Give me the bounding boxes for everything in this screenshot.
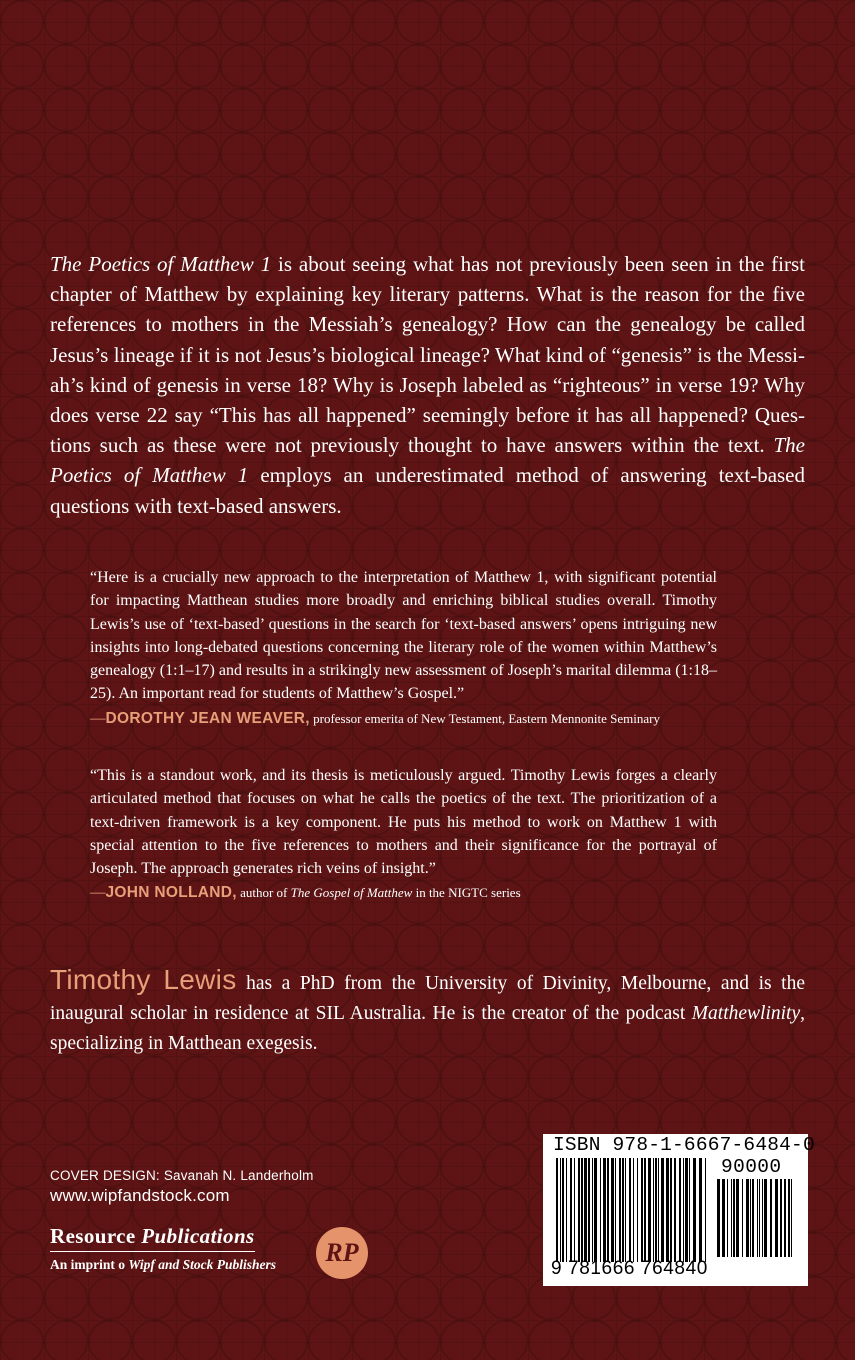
- endorser-name: JOHN NOLLAND,: [105, 884, 237, 902]
- endorser-credential: in the NIGTC series: [412, 885, 521, 901]
- book-title-italic: The Poetics of Matthew 1: [50, 433, 805, 488]
- credits: [50, 1168, 314, 1206]
- rp-logo-icon: RP: [316, 1227, 368, 1279]
- endorser-name: DOROTHY JEAN WEAVER,: [105, 709, 310, 727]
- publisher-name: [50, 1224, 255, 1252]
- endorsement-attribution: [90, 882, 717, 904]
- endorser-credential: author of: [236, 885, 291, 901]
- endorsement-quote: “Here is a crucially new approach to the interpretation of Matthew 1, with significant potential for impacting Matthean studies more broadly and enriching biblical studies overall. Timothy Lewis’s use of ‘text-based’ questions in the search for ‘text-based answers’ opens intriguing new insights into long-debated questions concerning the literary role of the women within Matthew’s genealogy (1:1–17) and results in a strikingly new assessment of Joseph’s marital dilemma (1:18–25). An important read for students of Matthew’s Gospel.”: [90, 569, 717, 703]
- imprint-prefix: An imprint o: [50, 1257, 126, 1272]
- endorsement-attribution: [90, 708, 717, 730]
- barcode-bars-addon: [717, 1179, 795, 1257]
- endorsement-quote: “This is a standout work, and its thesis is meticulously argued. Timothy Lewis forges a clearly articulated method that focuses on what he calls the poetics of the text. The prioritization of a text-driven framework is a key component. He puts his method to work on Matthew 1 with special attention to the five references to mothers and their significance for the portrayal of Joseph. The approach generates rich veins of insight.”: [90, 767, 717, 878]
- isbn-barcode: [543, 1134, 815, 1286]
- publisher-website: www.wipfandstock.com: [50, 1186, 230, 1205]
- barcode-bars-main: [556, 1158, 706, 1262]
- publisher-name-regular: Resource: [50, 1224, 142, 1248]
- attribution-dash: —: [90, 709, 106, 727]
- isbn-number: ISBN 978-1-6667-6484-0: [553, 1134, 815, 1156]
- barcode-digits: 9 781666 764840: [551, 1258, 708, 1279]
- author-bio-text: , specializing in Matthean exegesis.: [50, 1003, 805, 1054]
- endorsement-nolland: [90, 764, 717, 904]
- publisher-name-italic: Publications: [141, 1224, 255, 1248]
- publisher-imprint: [50, 1224, 370, 1280]
- author-name: Timothy Lewis: [50, 964, 237, 995]
- author-bio: [50, 965, 805, 1059]
- imprint-publisher: Wipf and Stock Publishers: [128, 1257, 277, 1272]
- blurb-text: employs an underestimated method of answering text-based questions with text-based answers.: [50, 463, 806, 518]
- endorsement-weaver: [90, 566, 717, 730]
- author-bio-text: has a PhD from the University of Divinity, Melbourne, and is the inaugural scholar in residence at SIL Australia. He is the creator of the podcast: [50, 973, 805, 1024]
- endorser-credential: professor emerita of New Testament, Eastern Mennonite Seminary: [309, 710, 660, 726]
- podcast-title: Matthewlinity: [691, 1003, 801, 1024]
- cover-design-credit: COVER DESIGN: Savanah N. Landerholm: [50, 1168, 314, 1183]
- endorser-book-title: The Gospel of Matthew: [290, 885, 413, 901]
- blurb-text: is about seeing what has not previously been seen in the first chapter of Matthew by explaining key literary patterns. What is the reason for the five references to mothers in the Messiah’s genealogy? How can the genealogy be called Jesus’s lineage if it is not Jesus’s biological lineage? What kind of “genesis” is the Messiah’s kind of genesis in verse 18? Why is Joseph labeled as “righteous” in verse 19? Why does verse 22 say “This has all happened” seemingly before it has all happened? Questions such as these were not previously thought to have answers within the text.: [50, 252, 806, 458]
- attribution-dash: —: [90, 884, 106, 902]
- book-title-italic: The Poetics of Matthew 1: [50, 252, 272, 276]
- back-cover-blurb: [50, 249, 805, 521]
- price-code: 90000: [721, 1156, 782, 1178]
